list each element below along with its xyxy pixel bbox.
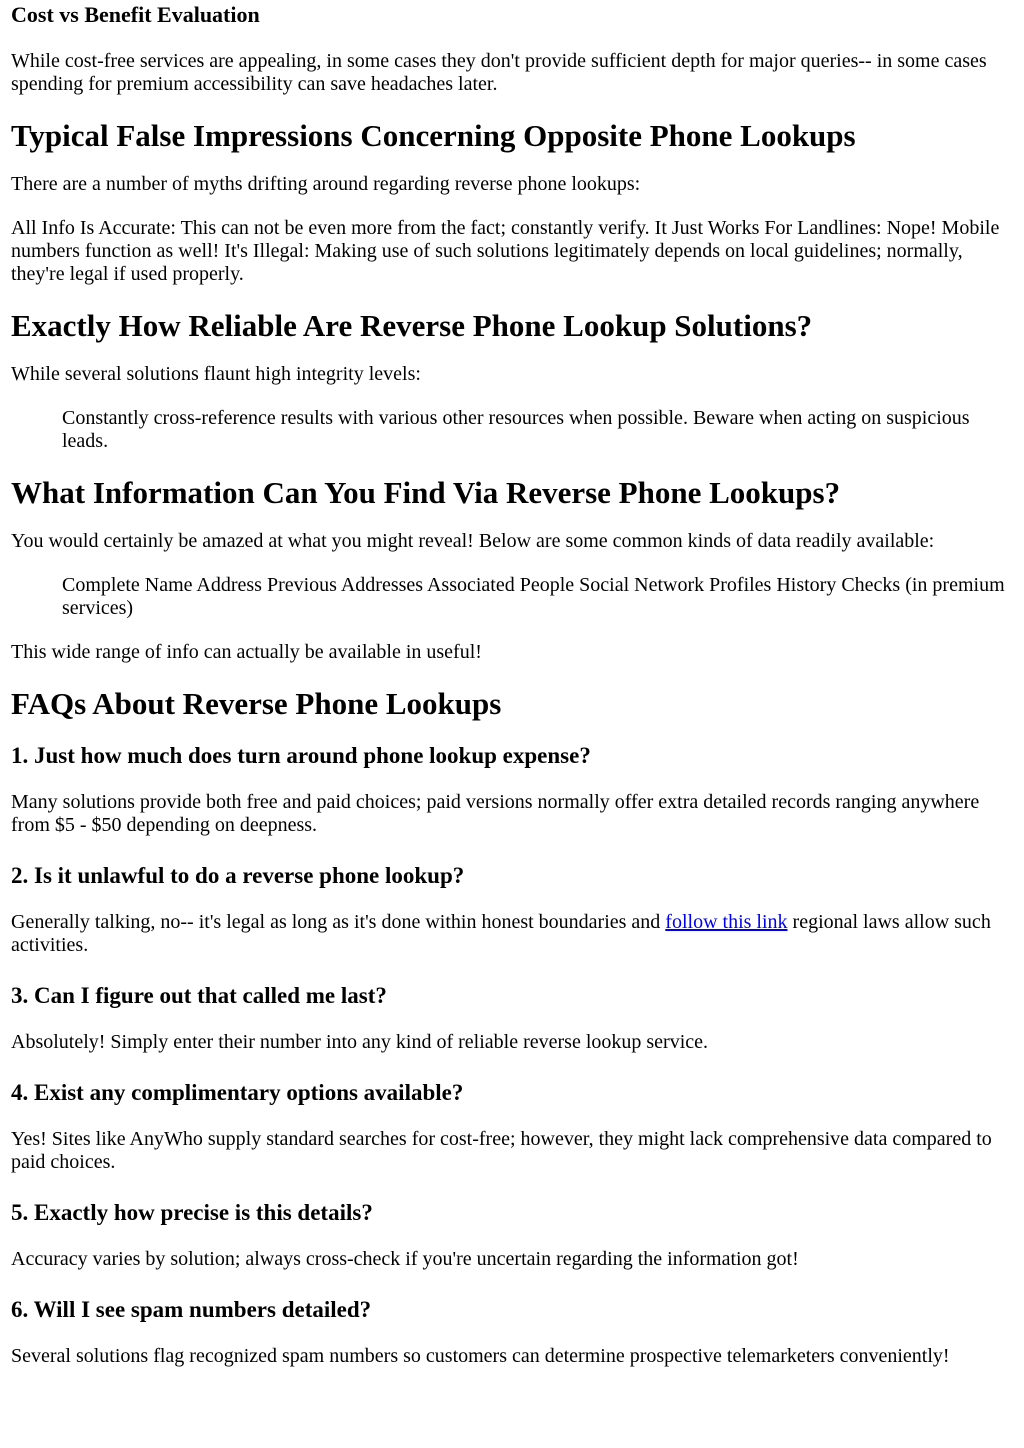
faq-question-4: 4. Exist any complimentary options available? <box>11 1080 464 1105</box>
faq-answer-2 <box>11 911 1013 957</box>
faq-answer-1: Many solutions provide both free and paid choices; paid versions normally offer extra detailed records ranging anywhere from $5 - $50 depending on deepness. <box>11 791 980 836</box>
faq-answer-3: Absolutely! Simply enter their number into any kind of reliable reverse lookup service. <box>11 1031 709 1053</box>
misconceptions-paragraph: All Info Is Accurate: This can not be even more from the fact; constantly verify. It Just Works For Landlines: Nope! Mobile numbers function as well! It's Illegal: Making use of such solutions legitimately depends on local guidelines; normally, they're legal if used properly. <box>11 217 1000 285</box>
faq-question-6: 6. Will I see spam numbers detailed? <box>11 1297 372 1322</box>
info-found-intro: You would certainly be amazed at what you might reveal! Below are some common kinds of data readily available: <box>11 530 935 552</box>
faq-answer-5: Accuracy varies by solution; always cross-check if you're uncertain regarding the information got! <box>11 1248 799 1270</box>
follow-link[interactable]: follow this link <box>665 911 788 933</box>
cost-benefit-paragraph: While cost-free services are appealing, in some cases they don't provide sufficient depth for major queries-- in some cases spending for premium accessibility can save headaches later. <box>11 50 987 95</box>
reliability-heading: Exactly How Reliable Are Reverse Phone Lookup Solutions? <box>11 308 813 343</box>
faqs-heading: FAQs About Reverse Phone Lookups <box>11 686 502 721</box>
faq-question-2: 2. Is it unlawful to do a reverse phone lookup? <box>11 863 465 888</box>
info-found-quote: Complete Name Address Previous Addresses Associated People Social Network Profiles History Checks (in premium services) <box>62 574 1005 619</box>
cost-benefit-heading: Cost vs Benefit Evaluation <box>11 2 260 27</box>
reliability-intro: While several solutions flaunt high integrity levels: <box>11 363 421 385</box>
misconceptions-heading: Typical False Impressions Concerning Opposite Phone Lookups <box>11 118 856 153</box>
reliability-quote: Constantly cross-reference results with various other resources when possible. Beware when acting on suspicious leads. <box>62 407 970 452</box>
article <box>0 2 1024 1368</box>
info-found-heading: What Information Can You Find Via Reverse Phone Lookups? <box>11 475 841 510</box>
faq-answer-6: Several solutions flag recognized spam numbers so customers can determine prospective telemarketers conveniently! <box>11 1345 950 1367</box>
faq-answer-4: Yes! Sites like AnyWho supply standard searches for cost-free; however, they might lack comprehensive data compared to paid choices. <box>11 1128 992 1173</box>
faq-question-5: 5. Exactly how precise is this details? <box>11 1200 373 1225</box>
faq-question-1: 1. Just how much does turn around phone lookup expense? <box>11 743 591 768</box>
misconceptions-intro: There are a number of myths drifting around regarding reverse phone lookups: <box>11 173 641 195</box>
info-found-outro: This wide range of info can actually be available in useful! <box>11 641 482 663</box>
faq-answer-2-after: regional laws allow such activities. <box>11 911 991 956</box>
faq-question-3: 3. Can I figure out that called me last? <box>11 983 387 1008</box>
faq-answer-2-before: Generally talking, no-- it's legal as long as it's done within honest boundaries and <box>11 911 666 933</box>
